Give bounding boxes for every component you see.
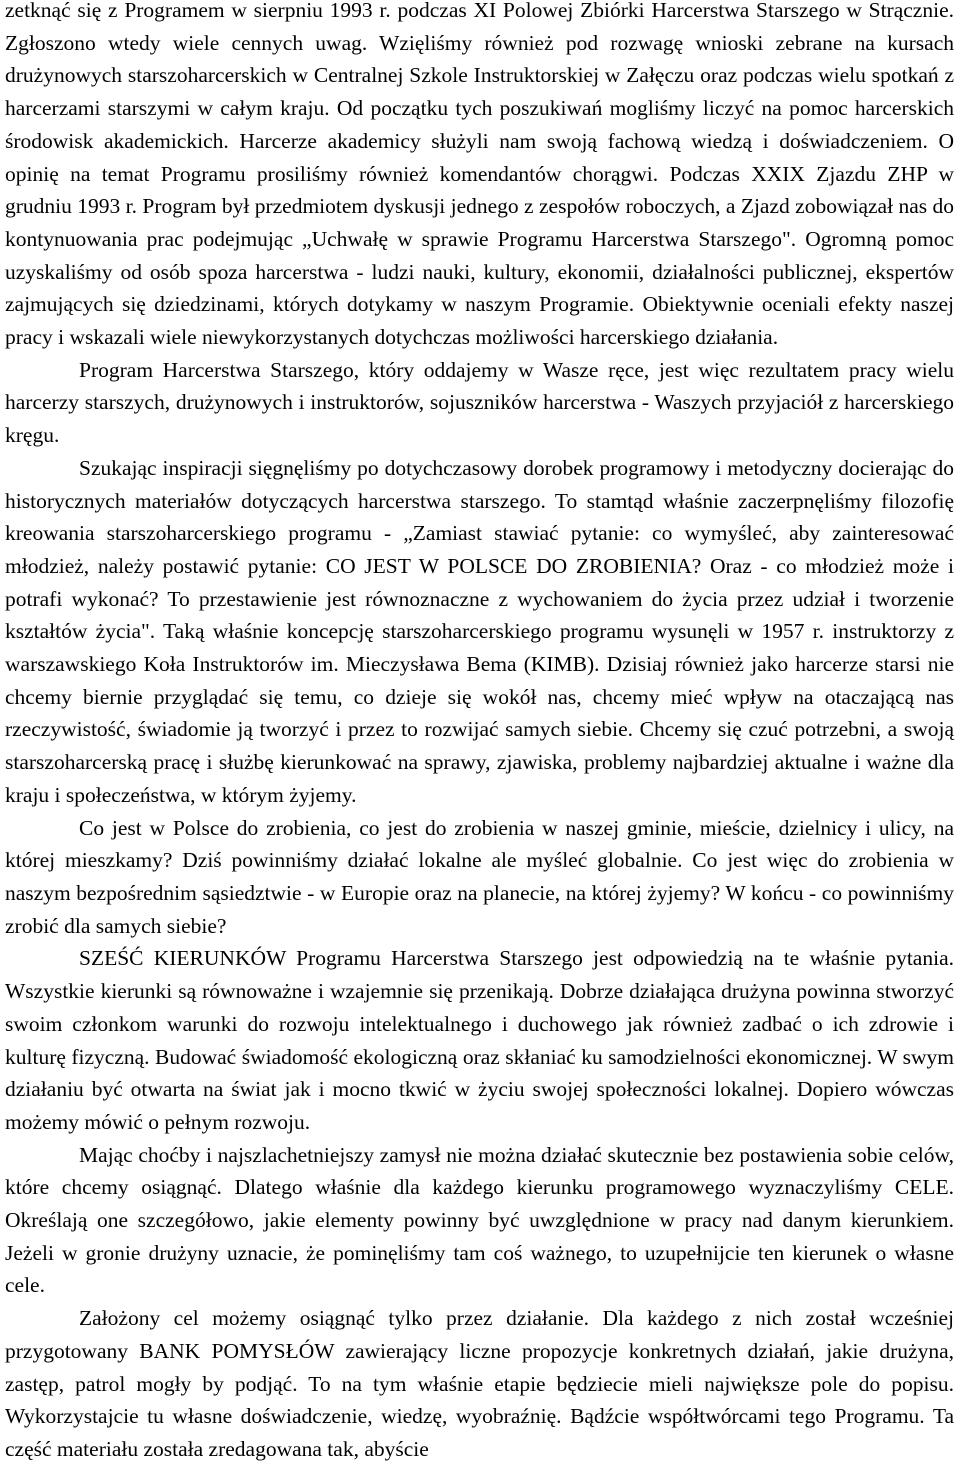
paragraph-inspiration: Szukając inspiracji sięgnęliśmy po dotychczasowy dorobek programowy i metodyczny docierając do historycznych materiałów dotyczących harcerstwa starszego. To stamtąd właśnie zaczerpnęliśmy filozofię kreowania starszoharcerskiego programu - „Zamiast stawiać pytanie: co wymyśleć, aby zainteresować młodzież, należy postawić pytanie: CO JEST W POLSCE DO ZROBIENIA? Oraz - co młodzież może i potrafi wykonać? To przestawienie jest równoznaczne z wychowaniem do życia przez udział i tworzenie kształtów życia". Taką właśnie koncepcję starszoharcerskiego programu wysunęli w 1957 r. instruktorzy z warszawskiego Koła Instruktorów im. Mieczysława Bema (KIMB). Dzisiaj również jako harcerze starsi nie chcemy biernie przyglądać się temu, co dzieje się wokół nas, chcemy mieć wpływ na otaczającą nas rzeczywistość, świadomie ją tworzyć i przez to rozwijać samych siebie. Chcemy się czuć potrzebni, a swoją starszoharcerską pracę i służbę kierunkować na sprawy, zjawiska, problemy najbardziej aktualne i ważne dla kraju i społeczeństwa, w którym żyjemy. [5,455,954,807]
paragraph-goals: Mając choćby i najszlachetniejszy zamysł nie można działać skutecznie bez postawienia sobie celów, które chcemy osiągnąć. Dlatego właśnie dla każdego kierunku programowego wyznaczyliśmy CELE. Określają one szczegółowo, jakie elementy powinny być uwzględnione w pracy nad danym kierunkiem. Jeżeli w gronie drużyny uznacie, że pominęliśmy tam coś ważnego, to uzupełnijcie ten kierunek o własne cele. [5,1142,954,1298]
paragraph-idea-bank: Założony cel możemy osiągnąć tylko przez działanie. Dla każdego z nich został wcześniej przygotowany BANK POMYSŁÓW zawierający liczne propozycje konkretnych działań, jakie drużyna, zastęp, patrol mogły by podjąć. To na tym właśnie etapie będziecie mieli największe pole do popisu. Wykorzystajcie tu własne doświadczenie, wiedzę, wyobraźnię. Bądźcie współtwórcami tego Programu. Ta część materiału została zredagowana tak, abyście [5,1306,954,1461]
paragraph-six-directions: SZEŚĆ KIERUNKÓW Programu Harcerstwa Starszego jest odpowiedzią na te właśnie pytania. Wszystkie kierunki są równoważne i wzajemnie się przenikają. Dobrze działająca drużyna powinna stworzyć swoim członkom warunki do rozwoju intelektualnego i duchowego jak również zadbać o ich zdrowie i kulturę fizyczną. Budować świadomość ekologiczną oraz skłaniać ku samodzielności ekonomicznej. W swym działaniu być otwarta na świat jak i mocno tkwić w życiu swojej społeczności lokalnej. Dopiero wówczas możemy mówić o pełnym rozwoju. [5,946,954,1134]
paragraph-what-to-do: Co jest w Polsce do zrobienia, co jest do zrobienia w naszej gminie, mieście, dzielnicy i ulicy, na której mieszkamy? Dziś powinniśmy działać lokalne ale myśleć globalnie. Co jest więc do zrobienia w naszym bezpośrednim sąsiedztwie - w Europie oraz na planecie, na której żyjemy? W końcu - co powinniśmy zrobić dla samych siebie? [5,815,954,938]
paragraph-intro-continuation: zetknąć się z Programem w sierpniu 1993 r. podczas XI Polowej Zbiórki Harcerstwa Starszego w Strącznie. Zgłoszono wtedy wiele cennych uwag. Wzięliśmy również pod rozwagę wnioski zebrane na kursach drużynowych starszoharcerskich w Centralnej Szkole Instruktorskiej w Załęczu oraz podczas wielu spotkań z harcerzami starszymi w całym kraju. Od początku tych poszukiwań mogliśmy liczyć na pomoc harcerskich środowisk akademickich. Harcerze akademicy służyli nam swoją fachową wiedzą i doświadczeniem. O opinię na temat Programu prosiliśmy również komendantów chorągwi. Podczas XXIX Zjazdu ZHP w grudniu 1993 r. Program był przedmiotem dyskusji jednego z zespołów roboczych, a Zjazd zobowiązał nas do kontynuowania prac podejmując „Uchwałę w sprawie Programu Harcerstwa Starszego". Ogromną pomoc uzyskaliśmy od osób spoza harcerstwa - ludzi nauki, kultury, ekonomii, działalności publicznej, ekspertów zajmujących się dziedzinami, których dotykamy w naszym Programie. Obiektywnie oceniali efekty naszej pracy i wskazali wiele niewykorzystanych dotychczas możliwości harcerskiego działania. [5,0,954,350]
paragraph-program-result: Program Harcerstwa Starszego, który oddajemy w Wasze ręce, jest więc rezultatem pracy wielu harcerzy starszych, drużynowych i instruktorów, sojuszników harcerstwa - Waszych przyjaciół z harcerskiego kręgu. [5,357,954,448]
